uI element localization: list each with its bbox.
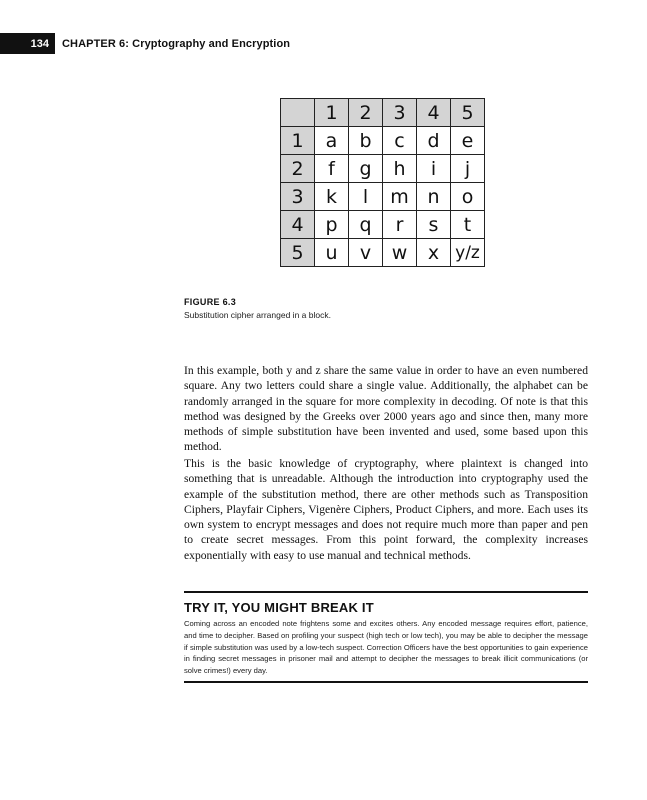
try-it-sidebar (184, 591, 588, 683)
cipher-cell: b (349, 127, 383, 155)
cipher-cell: f (315, 155, 349, 183)
cipher-cell: v (349, 239, 383, 267)
cipher-cell: x (417, 239, 451, 267)
row-header: 2 (281, 155, 315, 183)
cipher-cell: m (383, 183, 417, 211)
cipher-cell: r (383, 211, 417, 239)
cipher-row (281, 183, 485, 211)
column-header: 1 (315, 99, 349, 127)
row-header: 5 (281, 239, 315, 267)
row-header: 4 (281, 211, 315, 239)
cipher-cell: s (417, 211, 451, 239)
sidebar-text: Coming across an encoded note frightens some and excites others. Any encoded message requires effort, patience, and time to decipher. Based on profiling your suspect (high tech or low tech), you may be able to decipher the message if simple substitution was used by a low-tech suspect. Correction Officers have the best opportunities to gain experience in finding secret messages in prisoner mail and attempt to decipher the messages to break illicit communications (or solve crimes!) every day. (184, 619, 588, 676)
corner-cell (281, 99, 315, 127)
cipher-cell: o (451, 183, 485, 211)
cipher-cell: k (315, 183, 349, 211)
cipher-cell: a (315, 127, 349, 155)
cipher-row (281, 155, 485, 183)
column-header: 5 (451, 99, 485, 127)
sidebar-top-rule (184, 591, 588, 593)
chapter-title: CHAPTER 6: Cryptography and Encryption (62, 37, 291, 50)
cipher-cell: d (417, 127, 451, 155)
cipher-cell: l (349, 183, 383, 211)
cipher-row (281, 239, 485, 267)
sidebar-title: TRY IT, YOU MIGHT BREAK IT (184, 600, 374, 615)
cipher-cell: t (451, 211, 485, 239)
column-header: 2 (349, 99, 383, 127)
cipher-header-row (281, 99, 485, 127)
cipher-cell: w (383, 239, 417, 267)
body-paragraph: This is the basic knowledge of cryptography, where plaintext is changed into something that is unreadable. Although the introduction into cryptography used the example of the substitution method, there are other methods such as Transposition Ciphers, Playfair Ciphers, Vigenère Ciphers, Product Ciphers, and more. Each uses its own system to encrypt messages and does not require much more than paper and pen to create secret messages. From this point forward, the complexity increases exponentially with easy to use manual and technical methods. (184, 457, 588, 562)
cipher-cell: n (417, 183, 451, 211)
cipher-row (281, 211, 485, 239)
row-header: 3 (281, 183, 315, 211)
cipher-cell: e (451, 127, 485, 155)
cipher-cell: g (349, 155, 383, 183)
cipher-cell: y/z (451, 239, 485, 267)
page-number: 134 (0, 33, 55, 54)
row-header: 1 (281, 127, 315, 155)
sidebar-bottom-rule (184, 681, 588, 683)
cipher-cell: q (349, 211, 383, 239)
body-paragraph: In this example, both y and z share the same value in order to have an even numbered square. Any two letters could share a single value. Additionally, the alphabet can be randomly arranged in the square for more complexity in decoding. Of note is that this method was designed by the Greeks over 2000 years ago and since then, many more methods of simple substitution have been invented and used, some based upon this method. (184, 364, 588, 454)
cipher-cell: i (417, 155, 451, 183)
cipher-cell: u (315, 239, 349, 267)
column-header: 4 (417, 99, 451, 127)
cipher-row (281, 127, 485, 155)
substitution-cipher-table (280, 98, 485, 267)
figure-caption: Substitution cipher arranged in a block. (184, 310, 331, 320)
column-header: 3 (383, 99, 417, 127)
page-header (0, 33, 290, 54)
figure-label: FIGURE 6.3 (184, 297, 237, 307)
cipher-cell: c (383, 127, 417, 155)
cipher-cell: j (451, 155, 485, 183)
cipher-cell: p (315, 211, 349, 239)
cipher-cell: h (383, 155, 417, 183)
